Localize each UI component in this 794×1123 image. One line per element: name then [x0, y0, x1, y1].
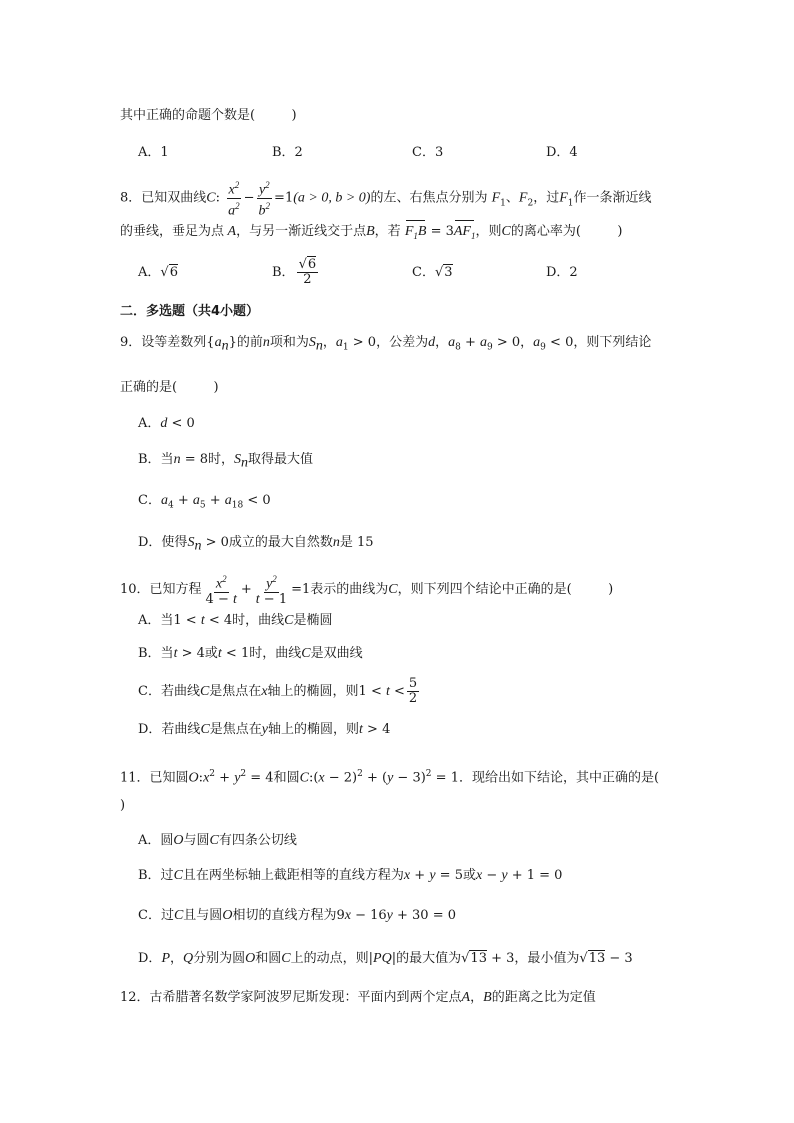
q9-stem-line2: 正确的是( ) [120, 380, 219, 395]
q12-stem: 12．古希腊著名数学家阿波罗尼斯发现：平面内到两个定点A，B的距离之比为定值 [120, 990, 596, 1005]
q8-option-d[interactable]: D．2 [546, 265, 578, 280]
q11-option-d[interactable]: D．P，Q分别为圆O和圆C上的动点，则|PQ|的最大值为√13 + 3，最小值为√13 − 3 [138, 951, 633, 966]
q11-stem-line2: ) [120, 798, 126, 813]
q9-option-d[interactable]: D．使得$S_n > 0$成立的最大自然数n是 15 [138, 535, 374, 554]
q7-option-b[interactable]: B．2 [272, 145, 303, 160]
q8-option-c[interactable]: C．√3 [412, 265, 453, 280]
q9-option-a[interactable]: A．d < 0 [138, 416, 195, 431]
q10-option-c[interactable]: C．若曲线C是焦点在x轴上的椭圆，则1 < t < $\frac{5}{2}$ [138, 676, 418, 706]
q11-stem-line1: 11．已知圆$O:x^2 + y^2 = 4$和圆C:(x − $2)^2 + (y - 3)^2 = 1$．现给出如下结论，其中正确的是( [120, 769, 660, 786]
q7-option-a[interactable]: A．1 [138, 145, 169, 160]
q8-option-a[interactable]: A．√6 [138, 265, 178, 280]
q11-option-c[interactable]: C．过C且与圆O相切的直线方程为9x − 16y + 30 = 0 [138, 908, 457, 923]
q11-option-a[interactable]: A．圆O与圆C有四条公切线 [138, 833, 297, 848]
q10-stem: 10．已知方程 $\frac{x^2}{4 - t}$ + $\frac{y^2}{t - 1}$ =1表示的曲线为C，则下列四个结论中正确的是( ) [120, 574, 614, 607]
q7-option-d[interactable]: D．4 [546, 145, 578, 160]
q7-stem-tail: 其中正确的命题个数是( ) [120, 108, 297, 123]
q8-stem-line1: 8．已知双曲线C: $\frac{x^2}{a^2}$ − $\frac{y^2}{b^2}$ =1(a > 0, b > 0)的左、右焦点分别为 $F_1$、$F_2$，过$F_1$作一条渐近线 [120, 180, 652, 219]
q11-option-b[interactable]: B．过C且在两坐标轴上截距相等的直线方程为x + y = 5或x − y + 1 = 0 [138, 868, 563, 883]
q8-stem-line2: 的垂线，垂足为点 A，与另一渐近线交于点B，若 $F_1B = 3AF_1$，则C的离心率为( ) [120, 222, 622, 246]
q10-option-a[interactable]: A．当1 < t < 4时，曲线C是椭圆 [138, 613, 333, 628]
q8-option-b[interactable]: B． $\frac{√6}{2}$ [272, 257, 317, 287]
q10-option-b[interactable]: B．当t > 4或t < 1时，曲线C是双曲线 [138, 646, 363, 661]
q9-option-b[interactable]: B．当n = 8时，$S_n$取得最大值 [138, 452, 314, 471]
q10-option-d[interactable]: D．若曲线C是焦点在y轴上的椭圆，则t > 4 [138, 722, 391, 737]
section-heading-multiple-choice: 二．多选题（共4小题） [120, 304, 260, 319]
q9-option-c[interactable]: C．$a_4 + a_5 + a_{18} < 0$ [138, 493, 271, 511]
q7-option-c[interactable]: C．3 [412, 145, 444, 160]
q9-stem-line1: 9．设等差数列$\{a_n\}$的前n项和为$S_n$，$a_1 > 0$，公差为d，$a_8 + a_9 > 0$，$a_9 < 0$，则下列结论 [120, 335, 652, 354]
